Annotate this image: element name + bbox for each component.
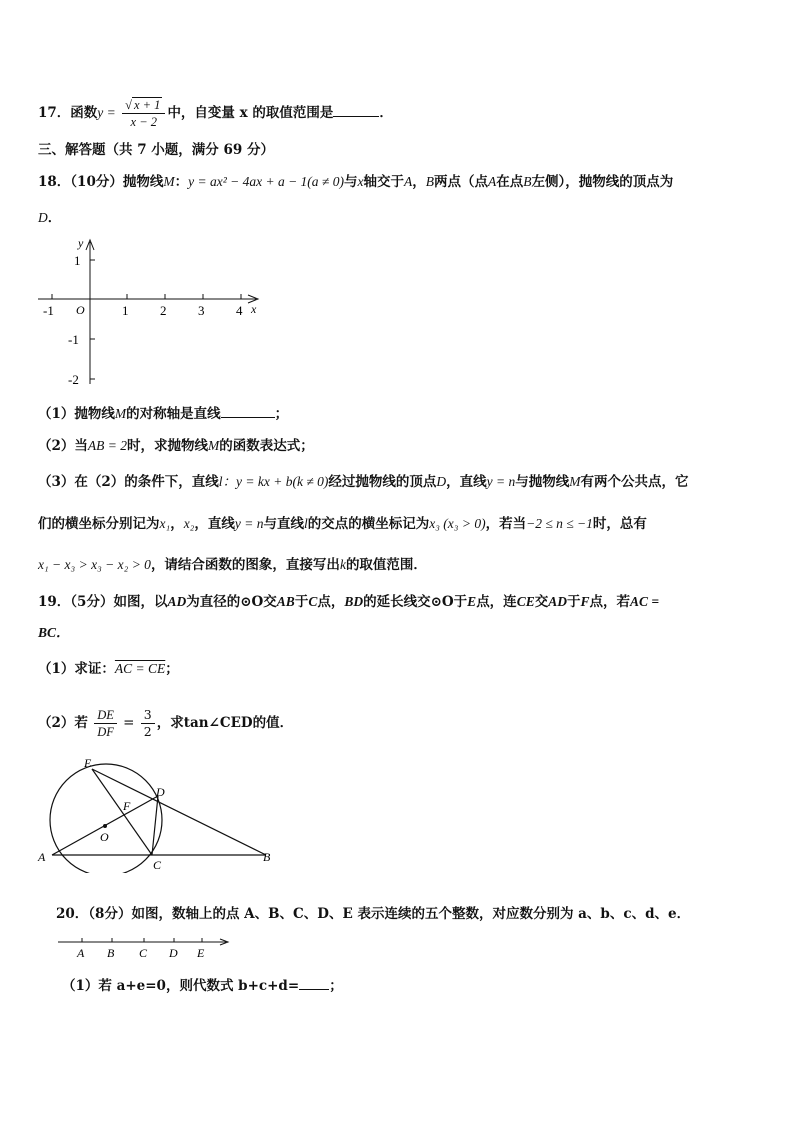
x-axis-label: x <box>251 302 257 316</box>
x-tick-label: 3 <box>198 303 205 318</box>
origin-label: O <box>76 303 85 317</box>
q17-fraction <box>122 97 165 130</box>
x-tick-label: 1 <box>122 303 129 318</box>
q19-text-g: 交 <box>534 594 549 610</box>
q18-D: D <box>38 210 48 225</box>
q18-text-g: 左侧），抛物线的顶点为 <box>531 174 674 190</box>
q18-text-a: 抛物线 <box>122 174 164 190</box>
q19-frac1-num: DE <box>94 707 117 724</box>
q19-frac-de-df <box>94 707 117 740</box>
q20-number: 20． <box>56 906 89 922</box>
q20-part1-end: ； <box>329 978 343 994</box>
q18-part3-l3-a: ，请结合函数的图象，直接写出 <box>150 557 340 573</box>
q18-part3-eq: ：y = kx + b(k ≠ 0) <box>222 474 329 489</box>
q19-text-a: （5分）如图，以 <box>70 594 168 610</box>
label-A: A <box>38 850 46 864</box>
q18-part3-a: （3）在（2）的条件下，直线 <box>38 474 219 490</box>
q17-denominator: x − 2 <box>130 115 157 129</box>
q19-part2-b: ，求 <box>156 715 184 731</box>
q18-equation: y = ax² − 4ax + a − 1(a ≠ 0) <box>188 174 344 189</box>
q18-part3-D: D <box>436 474 447 489</box>
q18-part2 <box>38 437 314 455</box>
q18-part3-b: 经过抛物线的顶点 <box>328 474 437 490</box>
q18-comma: ， <box>412 174 426 190</box>
q18-part3-x3: x₃ (x₃ > 0) <box>429 516 486 531</box>
q19-tan-expr: tan∠CED <box>183 715 253 731</box>
q18-x: x <box>357 174 364 189</box>
q18-line2 <box>38 209 61 227</box>
q18-text-f: 在点 <box>496 174 524 190</box>
q19-eq: = <box>123 715 135 731</box>
q18-part3-l2-l: l <box>303 516 308 531</box>
q18-part3-l3-b: 的取值范围． <box>345 557 427 573</box>
q20-line1 <box>56 905 690 923</box>
q18-part3-l2-f: 时，总有 <box>592 516 647 532</box>
q18-M: M <box>163 174 175 189</box>
q18-part1-a: （1）抛物线 <box>38 406 115 422</box>
q18-part3-c: ，直线 <box>446 474 487 490</box>
q18-part3-l2-c: 与直线 <box>263 516 304 532</box>
label-C: C <box>153 858 162 872</box>
q19-circle-figure <box>34 755 284 873</box>
q17-end: ． <box>379 105 393 121</box>
q19-AC-eq: AC = <box>629 594 660 609</box>
label-B: B <box>263 850 271 864</box>
q19-part2-a: （2）若 <box>38 715 88 731</box>
q19-BD: BD <box>344 594 364 609</box>
q19-line2: BC． <box>38 625 70 640</box>
q19-part1-expr: AC = CE <box>114 661 166 676</box>
x-tick-label: 4 <box>236 303 243 318</box>
q20-text: （8分）如图，数轴上的点 A、B、C、D、E 表示连续的五个整数，对应数分别为 a、b、c、d、e． <box>88 906 691 922</box>
section3-title: 三、解答题（共 7 小题，满分 69 分） <box>38 142 274 158</box>
q19-text-c: 于 <box>294 594 309 610</box>
q19-E: E <box>467 594 477 609</box>
q19-AD2: AD <box>548 594 567 609</box>
q19-C: C <box>308 594 318 609</box>
q18-part3-ineq: x₁ − x₃ > x₃ − x₂ > 0 <box>38 557 151 572</box>
q19-line1 <box>38 593 659 611</box>
q18-A2: A <box>487 174 497 189</box>
q19-frac1-den: DF <box>97 725 114 739</box>
q19-CE: CE <box>516 594 535 609</box>
q17-suffix: 中，自变量 x 的取值范围是 <box>167 105 334 121</box>
x-tick-label: -1 <box>43 303 54 318</box>
number-line-label: A <box>77 946 85 960</box>
q19-AB: AB <box>276 594 295 609</box>
q18-part1-blank[interactable] <box>221 405 275 418</box>
center-point-O <box>103 824 107 828</box>
label-O: O <box>100 830 109 844</box>
q18-part3-l2-b: ，直线 <box>194 516 235 532</box>
q19-text-i: 点，若 <box>589 594 630 610</box>
q18-part2-ab: AB = 2 <box>87 438 128 453</box>
q18-part3-line1 <box>38 473 689 491</box>
q18-part1 <box>38 405 288 423</box>
y-axis-label: y <box>78 236 84 250</box>
q18-part3-d: 与抛物线 <box>515 474 570 490</box>
q19-F: F <box>580 594 590 609</box>
q18-part3-range: −2 ≤ n ≤ −1 <box>526 516 593 531</box>
q18-part1-M: M <box>114 406 127 421</box>
number-line-label: C <box>139 946 148 960</box>
x-tick-label: 2 <box>160 303 167 318</box>
q19-part1-label: （1）求证： <box>38 661 115 677</box>
q18-end: ． <box>47 210 62 226</box>
q20-part1 <box>62 977 343 995</box>
y-tick-label: 1 <box>74 253 81 268</box>
q17-line <box>38 97 393 130</box>
q18-A: A <box>403 174 413 189</box>
q18-text-b: ： <box>174 174 189 190</box>
q18-part3-yn2: y = n <box>234 516 264 531</box>
q19-text-h: 于 <box>566 594 581 610</box>
q17-answer-blank[interactable] <box>333 104 379 117</box>
q19-part1 <box>38 660 179 678</box>
q18-part3-x2: x₂ <box>183 516 195 531</box>
circle-O <box>50 764 162 873</box>
q19-number: 19． <box>38 594 71 610</box>
q18-part3-comma: ， <box>170 516 184 532</box>
q18-part3-l2-a: 们的横坐标分别记为 <box>38 516 160 532</box>
q18-part3-l2-d: 的交点的横坐标记为 <box>307 516 430 532</box>
q19-text-d: 点， <box>317 594 345 610</box>
q18-text-e: 两点（点 <box>433 174 488 190</box>
q18-line1 <box>38 173 673 191</box>
q18-B2: B <box>523 174 532 189</box>
q20-number-line <box>56 934 236 962</box>
label-D: D <box>156 785 165 799</box>
label-E: E <box>84 756 92 770</box>
q18-part3-l2-e: ，若当 <box>485 516 527 532</box>
number-line-label: D <box>169 946 178 960</box>
y-tick-label: -2 <box>68 372 79 387</box>
q18-part3-x1: x₁ <box>159 516 171 531</box>
q18-part3-e: 有两个公共点，它 <box>580 474 689 490</box>
q20-part1-a: （1）若 a+e=0，则代数式 b+c+d= <box>62 978 300 994</box>
q18-part3-M: M <box>569 474 581 489</box>
q19-text-e: 的延长线交⊙O于 <box>363 594 468 610</box>
q19-part2-c: 的值． <box>252 715 294 731</box>
q18-part2-b: 时，求抛物线 <box>127 438 209 454</box>
q20-part1-blank[interactable] <box>299 977 329 990</box>
q17-number: 17． <box>38 105 71 121</box>
q18-part3-line2 <box>38 515 647 533</box>
q18-part3-l: l <box>218 474 223 489</box>
q18-part1-end: ； <box>274 406 289 422</box>
q18-text-c: 与 <box>343 174 358 190</box>
q18-part2-c: 的函数表达式； <box>219 438 314 454</box>
q18-points: （10分） <box>70 174 123 190</box>
q19-frac2-den: 2 <box>143 724 152 739</box>
number-line-label: B <box>107 946 115 960</box>
q19-part2 <box>38 707 293 740</box>
y-tick-label: -1 <box>68 332 79 347</box>
q19-text-f: 点，连 <box>476 594 517 610</box>
number-line-label: E <box>197 946 205 960</box>
q19-text-b: 为直径的⊙O交 <box>186 594 277 610</box>
q19-frac2-num: 3 <box>141 707 155 724</box>
q18-coordinate-graph <box>34 236 274 396</box>
q18-part3-yn: y = n <box>486 474 516 489</box>
q18-number: 18． <box>38 174 71 190</box>
q19-frac-3-2 <box>141 707 155 740</box>
q18-part1-b: 的对称轴是直线 <box>126 406 221 422</box>
q18-part3-k: k <box>339 557 346 572</box>
q18-B: B <box>425 174 434 189</box>
q17-numerator: √ x + 1 <box>122 97 165 114</box>
q18-part2-M: M <box>208 438 220 453</box>
q18-part3-line3 <box>38 556 427 574</box>
q17-func-lhs: y = <box>97 105 116 120</box>
label-F: F <box>123 799 131 813</box>
q19-AD: AD <box>167 594 187 609</box>
q18-text-d: 轴交于 <box>363 174 404 190</box>
segment-EB <box>92 769 266 855</box>
q17-prefix: 函数 <box>70 105 98 121</box>
q18-part2-a: （2）当 <box>38 438 88 454</box>
q19-part1-end: ； <box>165 661 179 677</box>
